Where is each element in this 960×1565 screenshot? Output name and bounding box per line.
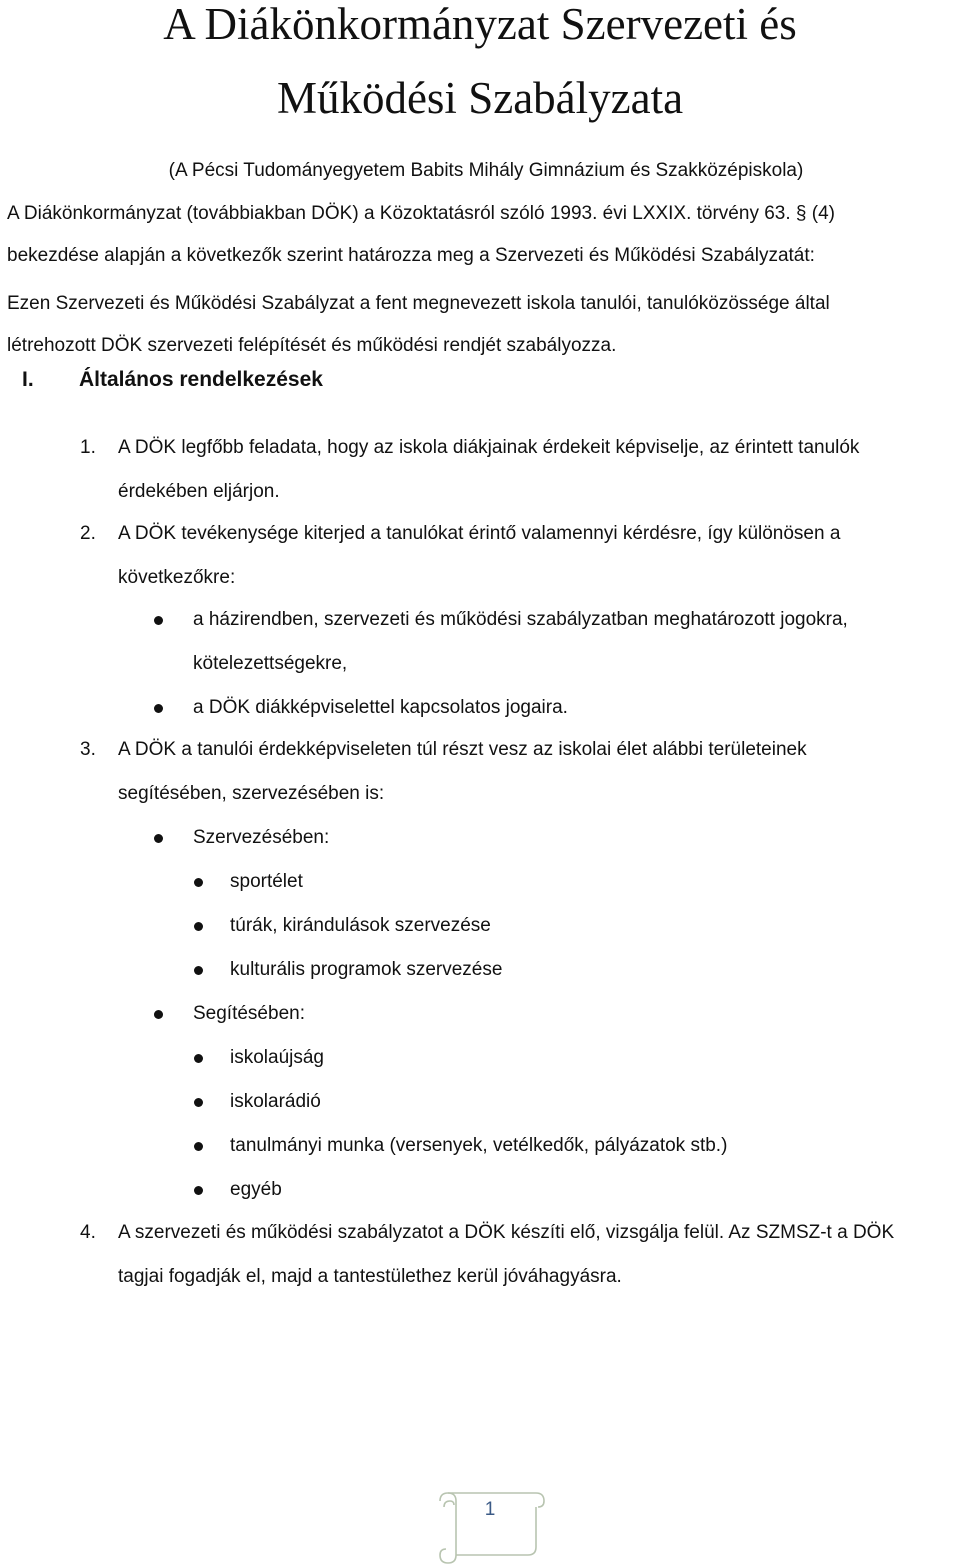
sub-bullet-text: sportélet (230, 871, 303, 892)
sub-bullet-item (230, 1036, 324, 1080)
sub-bullet-item (230, 1124, 727, 1168)
page-number: 1 (484, 1499, 496, 1520)
item-text-line: A DÖK a tanulói érdekképviseleten túl részt vesz az iskolai élet alábbi területeinek (118, 739, 807, 760)
sub-bullet-text: túrák, kirándulások szervezése (230, 915, 491, 936)
bullet-text-line: a házirendben, szervezeti és működési szabályzatban meghatározott jogokra, (193, 609, 848, 630)
bullet-dot-icon (194, 878, 203, 887)
item-number: 4. (80, 1222, 96, 1243)
bullet-dot-icon (194, 966, 203, 975)
section-heading (22, 368, 323, 392)
bullet-dot-icon (154, 704, 163, 713)
item-text-line: következőkre: (118, 567, 236, 588)
sub-bullet-text: egyéb (230, 1179, 282, 1200)
section-number: I. (22, 368, 34, 391)
sub-bullet-text: iskolaújság (230, 1047, 324, 1068)
bullet-text-line: a DÖK diákképviselettel kapcsolatos jogaira. (193, 697, 568, 718)
sub-bullet-text: iskolarádió (230, 1091, 321, 1112)
bullet-item (193, 686, 568, 730)
item-number: 3. (80, 739, 96, 760)
bullet-dot-icon (154, 834, 163, 843)
sub-bullet-item (230, 860, 303, 904)
section-title: Általános rendelkezések (79, 368, 323, 391)
bullet-dot-icon (194, 1054, 203, 1063)
item-text-line: A szervezeti és működési szabályzatot a DÖK készíti elő, vizsgálja felül. Az SZMSZ-t a DÖK (118, 1222, 895, 1243)
bullet-dot-icon (194, 1186, 203, 1195)
item-text-line: segítésében, szervezésében is: (118, 783, 385, 804)
item-text-line: A DÖK tevékenysége kiterjed a tanulókat érintő valamennyi kérdésre, így különösen a (118, 523, 841, 544)
bullet-item (193, 598, 848, 686)
document-title-line1: A Diákönkormányzat Szervezeti és (163, 0, 797, 49)
sub-bullet-item (230, 1080, 321, 1124)
group-label-text: Szervezésében: (193, 827, 330, 848)
scope-line: létrehozott DÖK szervezeti felépítését és működési rendjét szabályozza. (7, 335, 617, 356)
item-number: 2. (80, 523, 96, 544)
item-text-line: A DÖK legfőbb feladata, hogy az iskola diákjainak érdekeit képviselje, az érintett tanulók (118, 437, 860, 458)
sub-bullet-item (230, 904, 491, 948)
group-label-text: Segítésében: (193, 1003, 305, 1024)
scope-line: Ezen Szervezeti és Működési Szabályzat a fent megnevezett iskola tanulói, tanulóközössége által (7, 293, 830, 314)
sub-bullet-text: tanulmányi munka (versenyek, vetélkedők, pályázatok stb.) (230, 1135, 728, 1156)
sub-bullet-item (230, 948, 502, 992)
bullet-text-line: kötelezettségekre, (193, 653, 348, 674)
item-number: 1. (80, 437, 96, 458)
bullet-dot-icon (194, 1098, 203, 1107)
sub-bullet-item (230, 1168, 282, 1212)
bullet-dot-icon (154, 1010, 163, 1019)
intro-line: bekezdése alapján a következők szerint határozza meg a Szervezeti és Működési Szabályzatát: (7, 245, 815, 266)
intro-paragraph (7, 193, 952, 277)
item-text-line: érdekében eljárjon. (118, 481, 280, 502)
document-subtitle: (A Pécsi Tudományegyetem Babits Mihály Gimnázium és Szakközépiskola) (168, 160, 804, 181)
group-label (193, 816, 329, 860)
bullet-dot-icon (194, 922, 203, 931)
group-label (193, 992, 305, 1036)
scope-paragraph (7, 283, 952, 367)
bullet-dot-icon (154, 616, 163, 625)
document-title-line2: Működési Szabályzata (276, 73, 684, 123)
intro-line: A Diákönkormányzat (továbbiakban DÖK) a Közoktatásról szóló 1993. évi LXXIX. törvény 63. § (4) (7, 203, 835, 224)
bullet-dot-icon (194, 1142, 203, 1151)
sub-bullet-text: kulturális programok szervezése (230, 959, 503, 980)
item-text-line: tagjai fogadják el, majd a tantestülethez kerül jóváhagyásra. (118, 1266, 622, 1287)
